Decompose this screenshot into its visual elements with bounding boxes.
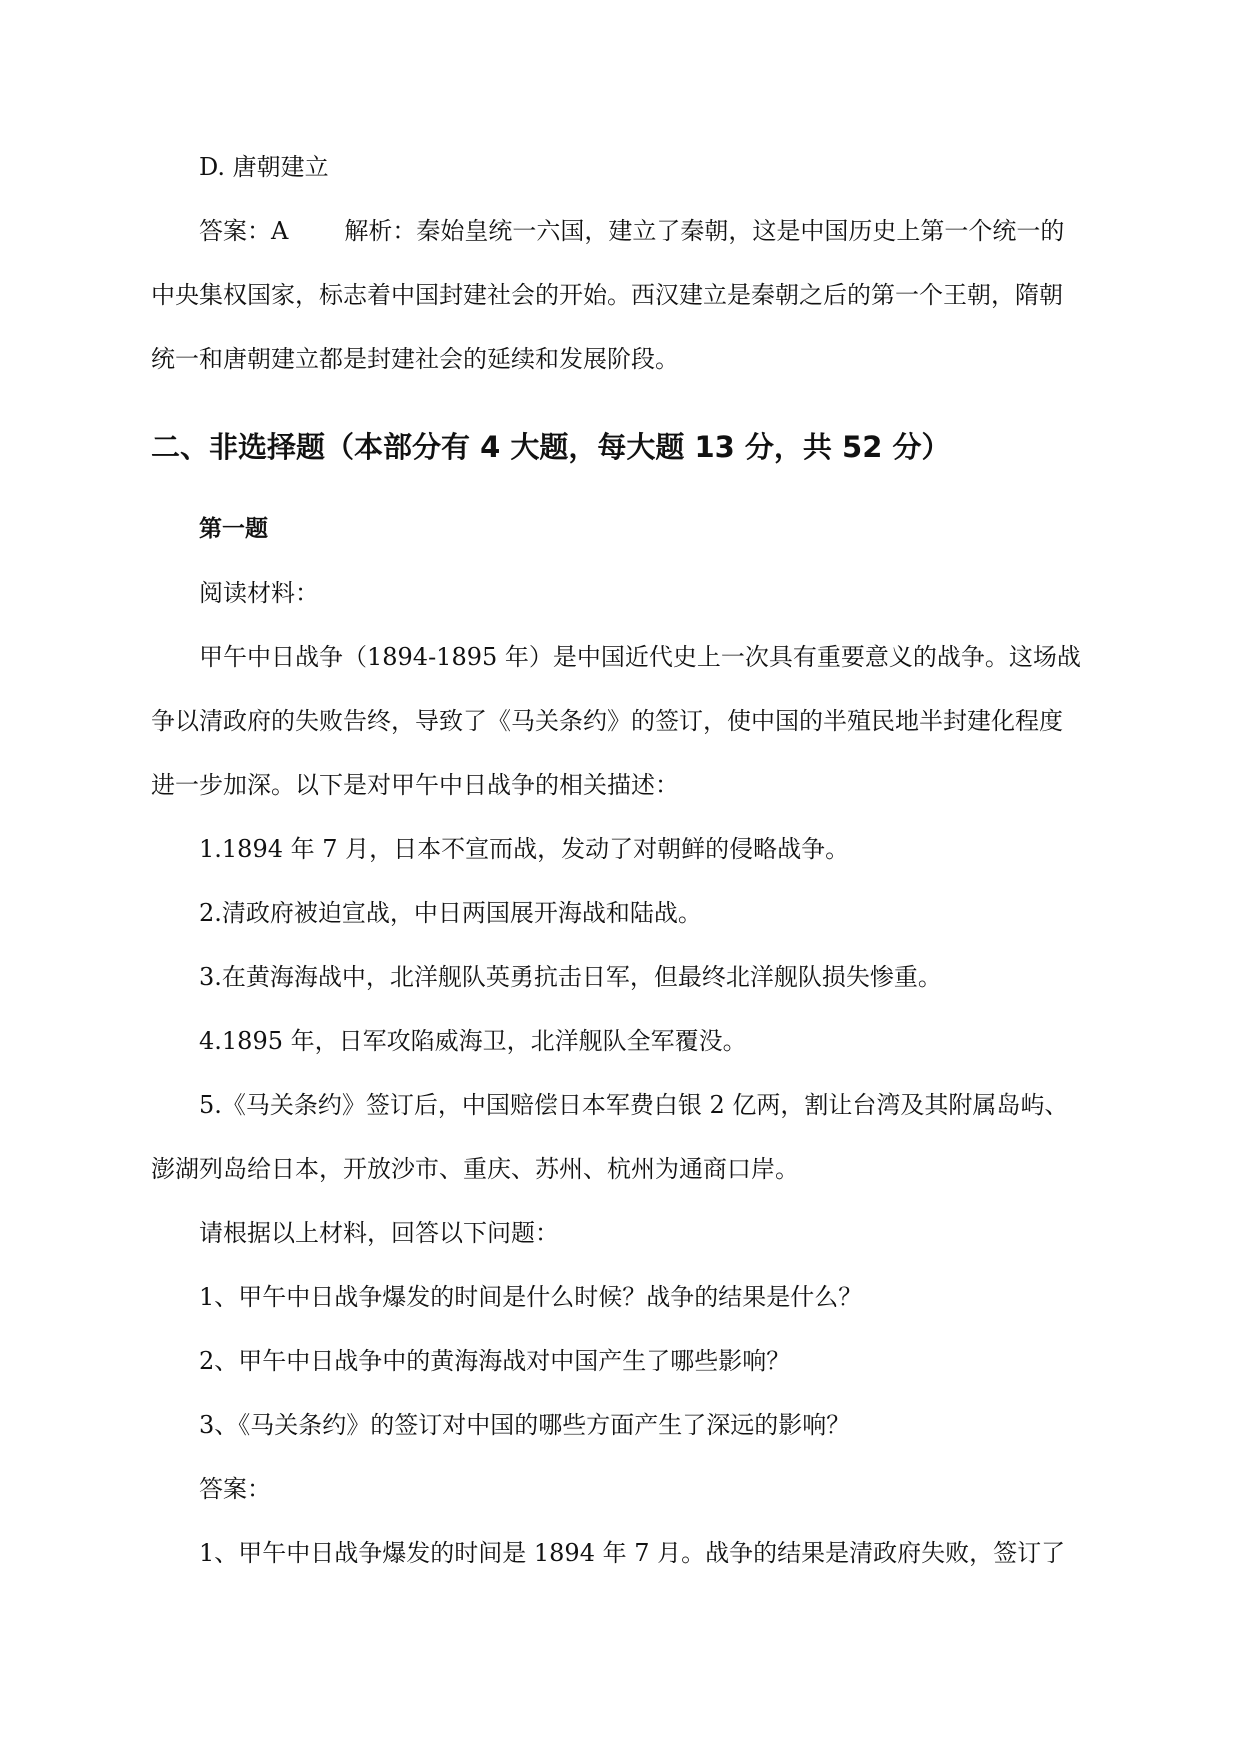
answer-line-1: 1、甲午中日战争爆发的时间是 1894 年 7 月。战争的结果是清政府失败，签订了: [199, 1539, 1066, 1567]
material-line-1: 甲午中日战争（1894-1895 年）是中国近代史上一次具有重要意义的战争。这场战: [199, 643, 1081, 671]
question-prompt: 请根据以上材料，回答以下问题：: [199, 1219, 559, 1247]
analysis-text: 解析：秦始皇统一六国，建立了秦朝，这是中国历史上第一个统一的: [344, 217, 1065, 245]
material-point-5: 5.《马关条约》签订后，中国赔偿日本军费白银 2 亿两，割让台湾及其附属岛屿、: [199, 1091, 1069, 1119]
section-heading: 二、非选择题（本部分有 4 大题，每大题 13 分，共 52 分）: [151, 430, 951, 464]
material-line-2: 争以清政府的失败告终，导致了《马关条约》的签订，使中国的半殖民地半封建化程度: [151, 707, 1063, 735]
sub-question-3: 3、《马关条约》的签订对中国的哪些方面产生了深远的影响？: [199, 1411, 851, 1439]
question-title: 第一题: [199, 516, 268, 542]
answer-label: 答案：A: [199, 217, 289, 245]
answer-analysis-row: [199, 216, 1159, 246]
material-point-2: 2.清政府被迫宣战，中日两国展开海战和陆战。: [199, 899, 702, 927]
analysis-line-2: 中央集权国家，标志着中国封建社会的开始。西汉建立是秦朝之后的第一个王朝，隋朝: [151, 281, 1063, 309]
material-line-3: 进一步加深。以下是对甲午中日战争的相关描述：: [151, 771, 679, 799]
material-point-3: 3.在黄海海战中，北洋舰队英勇抗击日军，但最终北洋舰队损失惨重。: [199, 963, 942, 991]
sub-question-1: 1、甲午中日战争爆发的时间是什么时候？战争的结果是什么？: [199, 1283, 863, 1311]
material-point-4: 4.1895 年，日军攻陷威海卫，北洋舰队全军覆没。: [199, 1027, 747, 1055]
material-point-5-continued: 澎湖列岛给日本，开放沙市、重庆、苏州、杭州为通商口岸。: [151, 1155, 799, 1183]
material-point-1: 1.1894 年 7 月，日本不宣而战，发动了对朝鲜的侵略战争。: [199, 835, 850, 863]
option-d: D. 唐朝建立: [199, 153, 329, 181]
analysis-line-3: 统一和唐朝建立都是封建社会的延续和发展阶段。: [151, 345, 679, 373]
sub-question-2: 2、甲午中日战争中的黄海海战对中国产生了哪些影响？: [199, 1347, 791, 1375]
answer-heading: 答案：: [199, 1475, 271, 1503]
read-material-label: 阅读材料：: [199, 579, 319, 607]
